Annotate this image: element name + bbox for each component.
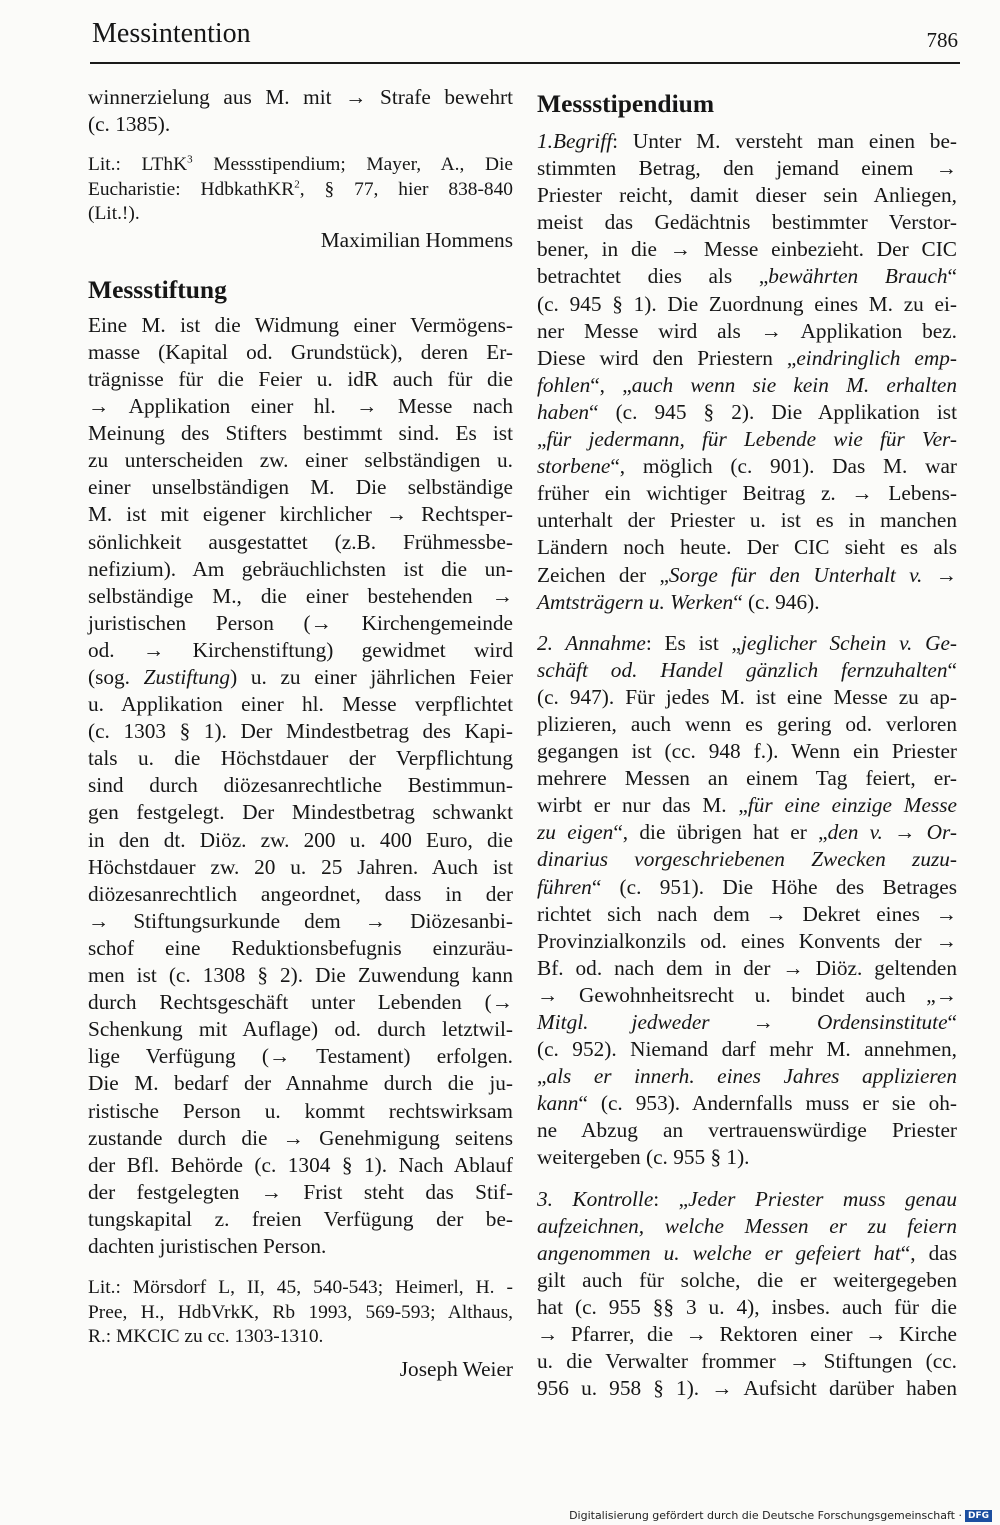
entry-heading-right: Messstipendium xyxy=(537,89,715,118)
continued-paragraph: winnerzielung aus M. mit → Strafe bewehrt (c. 1385). xyxy=(88,85,513,137)
literature-note: Lit.: LThK$^3$ Messstipendium; Mayer, A., Die Eucharistie: HdbkathKR$^2$, § 77, hier 838-840 (Lit.!). xyxy=(88,153,513,225)
left-column xyxy=(88,84,513,1383)
footer-text: Digitalisierung gefördert durch die Deutsche Forschungsgemeinschaft · xyxy=(569,1509,962,1522)
section-kontrolle: 3. Kontrolle: „Jeder Priester muss genau aufzeichnen, welche Messen er zu feiern angenommen u. welche er gefeiert hat“, das gilt auch für solche, die er weitergegeben hat (c. 955 §§ 3 u. 4), insbes. auch für die → Pfarrer, die → Rektoren einer → Kirche u. die Verwalter frommer → Stiftungen (cc. 956 u. 958 § 1). → Aufsicht darüber haben xyxy=(537,1186,958,1401)
section-begriff: 1.Begriff: Unter M. versteht man einen be- stimmten Betrag, den jemand einem → Priester reicht, damit dieser sein Anliegen, meist das Gedächtnis bestimmter Verstor- bener, in die → Messe einbezieht. Der CIC betrachtet dies als „bewährten Brauch“ (c. 945 § 1). Die Zuordnung eines M. zu ei- ner Messe wird als → Applikation bez. Diese wird den Priestern „eindringlich emp- fohlen“, „auch wenn sie kein M. erhalten haben“ (c. 945 § 2). Die Applikation ist „für jedermann, für Lebende wie für Ver- storbene“, möglich (c. 901). Das M. war früher ein wichtiger Beitrag z. → Lebens- unterhalt der Priester u. ist es in manchen Ländern noch heute. Der CIC sieht es als Zeichen der „Sorge für den Unterhalt v. → Amtsträgern u. Werken“ (c. 946). xyxy=(537,129,958,614)
page-header xyxy=(90,18,960,62)
entry-heading: Messstiftung xyxy=(88,274,227,304)
right-column xyxy=(537,84,957,1402)
section-annahme: 2. Annahme: Es ist „jeglicher Schein v. Ge- schäft od. Handel gänzlich fernzuhalten“ (c. 947). Für jedes M. ist eine Messe zu ap- plizieren, auch wenn es gering od. verloren gegangen ist (cc. 948 f.). Wenn ein Priester mehrere Messen an einem Tag feiert, er- wirbt er nur das M. „für eine einzige Messe zu eigen“, die übrigen hat er „den v. → Or- dinarius vorgeschriebenen Zwecken zuzu- führen“ (c. 951). Die Höhe des Betrages richtet sich nach dem → Dekret eines → Provinzialkonzils od. eines Konvents der → Bf. od. nach dem in der → Diöz. geltenden → Gewohnheitsrecht u. bindet auch „→ Mitgl. jedweder → Ordensinstitute“ (c. 952). Niemand darf mehr M. annehmen, „als er innerh. eines Jahres applizieren kann“ (c. 953). Andernfalls muss er sie oh- ne Abzug an vertrauenswürdige Priester weitergeben (c. 955 § 1). xyxy=(537,630,957,1170)
running-head: Messintention xyxy=(92,18,251,49)
footer-credit xyxy=(569,1509,992,1522)
dfg-logo: DFG xyxy=(965,1510,992,1522)
page-number: 786 xyxy=(926,28,958,52)
header-rule xyxy=(90,62,960,64)
author-signature: Maximilian Hommens xyxy=(320,227,513,252)
author-signature-2: Joseph Weier xyxy=(399,1356,513,1381)
literature-note-2: Lit.: Mörsdorf L, II, 45, 540-543; Heimerl, H. - Pree, H., HdbVrkK, Rb 1993, 569-593; Althaus, R.: MKCIC zu cc. 1303-1310. xyxy=(88,1277,513,1348)
entry-body: Eine M. ist die Widmung einer Vermögens- masse (Kapital od. Grundstück), deren Er- trägnisse für die Feier u. idR auch für die → Applikation einer hl. → Messe nach Meinung des Stifters bestimmt sind. Es ist zu unterscheiden zw. einer selbständigen u. einer unselbständigen M. Die selbständige M. ist mit eigener kirchlicher → Rechtsper- sönlichkeit ausgestattet (z.B. Frühmessbe- nefizium). Am gebräuchlichsten ist die un- selbständige M., die einer bestehenden → juristischen Person (→ Kirchengemeinde od. → Kirchenstiftung) gewidmet wird (sog. Zustiftung) u. zu einer jährlichen Feier u. Applikation einer hl. Messe verpflichtet (c. 1303 § 1). Der Mindestbetrag des Kapi- tals u. die Höchstdauer der Verpflichtung sind durch diözesanrechtliche Bestimmun- gen festgelegt. Der Mindestbetrag schwankt in den dt. Diöz. zw. 200 u. 400 Euro, die Höchstdauer zw. 20 u. 25 Jahren. Auch ist diözesanrechtlich angeordnet, dass in der → Stiftungsurkunde dem → Diözesanbi- schof eine Reduktionsbefugnis einzuräu- men ist (c. 1308 § 2). Die Zuwendung kann durch Rechtsgeschäft unter Lebenden (→ Schenkung mit Auflage) od. durch letztwil- lige Verfügung (→ Testament) erfolgen. Die M. bedarf der Annahme durch die ju- ristische Person u. kommt rechtswirksam zustande durch die → Genehmigung seitens der Bfl. Behörde (c. 1304 § 1). Nach Ablauf der festgelegten → Frist steht das Stif- tungskapital z. freien Verfügung der be- dachten juristischen Person. xyxy=(88,312,513,1258)
